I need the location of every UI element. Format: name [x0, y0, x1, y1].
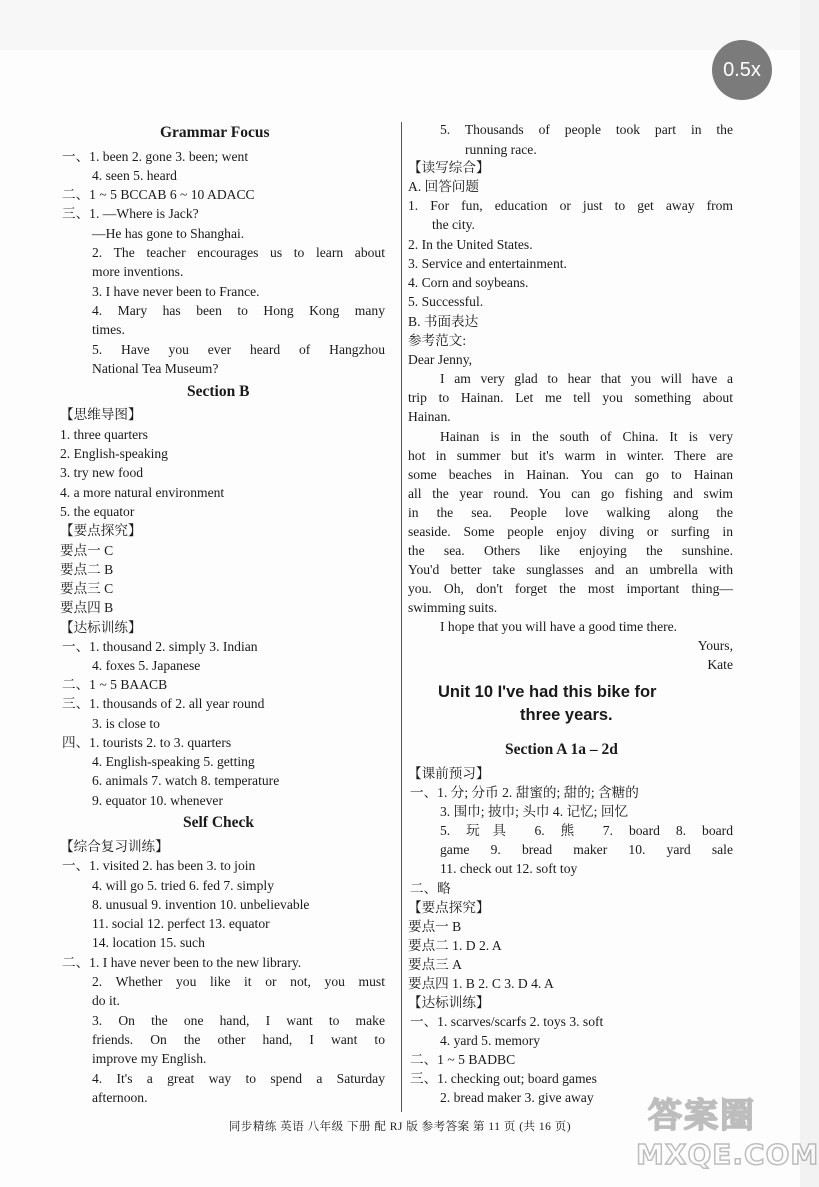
left-col-line-38: 一、1. visited 2. has been 3. to join	[62, 858, 256, 873]
left-col-line-41: 11. social 12. perfect 13. equator	[92, 916, 270, 931]
right-col-line-8: 3. Service and entertainment.	[408, 256, 567, 271]
left-col-line-44: 2. Whether you like it or not, you must	[92, 974, 385, 989]
left-col-line-19: 4. a more natural environment	[60, 485, 225, 500]
right-col-line-35: 3. 围巾; 披巾; 头巾 4. 记忆; 回忆	[440, 804, 629, 819]
left-col-line-35: 9. equator 10. whenever	[92, 793, 223, 808]
left-col-line-40: 8. unusual 9. invention 10. unbelievable	[92, 897, 310, 912]
right-col-line-21: in the sea. People love walking along the	[408, 505, 733, 520]
left-col-line-16: 1. three quarters	[60, 427, 148, 442]
left-col-line-10: 4. Mary has been to Hong Kong many	[92, 303, 385, 318]
left-col-line-30: 三、1. thousands of 2. all year round	[62, 696, 265, 711]
left-col-line-2: 一、1. been 2. gone 3. been; went	[62, 149, 249, 164]
left-col-line-17: 2. English-speaking	[60, 446, 168, 461]
right-col-line-32: Section A 1a – 2d	[505, 741, 618, 758]
right-col-line-7: 2. In the United States.	[408, 237, 533, 252]
left-col-line-29: 二、1 ~ 5 BAACB	[62, 677, 168, 692]
left-col-line-27: 一、1. thousand 2. simply 3. Indian	[62, 639, 258, 654]
right-col-line-18: hot in summer but it's warm in winter. There are	[408, 448, 733, 463]
left-col-line-8: more inventions.	[92, 264, 184, 279]
left-col-line-36: Self Check	[183, 814, 255, 831]
right-col-line-30: Unit 10 I've had this bike for	[438, 683, 657, 701]
left-col-line-20: 5. the equator	[60, 504, 135, 519]
right-col-line-41: 要点一 B	[408, 919, 462, 934]
right-col-line-44: 要点四 1. B 2. C 3. D 4. A	[408, 976, 554, 991]
left-col-line-45: do it.	[92, 993, 120, 1008]
right-col-line-12: 参考范文:	[408, 333, 467, 348]
right-col-line-17: Hainan is in the south of China. It is very	[440, 429, 733, 444]
right-col-line-43: 要点三 A	[408, 957, 462, 972]
left-col-line-9: 3. I have never been to France.	[92, 284, 260, 299]
left-col-line-25: 要点四 B	[60, 600, 114, 615]
left-col-line-49: 4. It's a great way to spend a Saturday	[92, 1071, 385, 1086]
left-col-line-14: Section B	[187, 383, 250, 400]
left-col-line-39: 4. will go 5. tried 6. fed 7. simply	[92, 878, 274, 893]
left-col-line-4: 二、1 ~ 5 BCCAB 6 ~ 10 ADACC	[62, 187, 255, 202]
right-col-line-27: I hope that you will have a good time there.	[440, 619, 678, 634]
watermark-logo	[636, 1086, 819, 1176]
left-col-line-11: times.	[92, 322, 125, 337]
right-col-line-14: I am very glad to hear that you will have a	[440, 371, 733, 386]
left-col-line-18: 3. try new food	[60, 465, 144, 480]
right-col-line-42: 要点二 1. D 2. A	[408, 938, 502, 953]
right-col-line-37: game 9. bread maker 10. yard sale	[440, 842, 733, 857]
right-col-line-4: A. 回答问题	[408, 179, 479, 194]
right-col-line-20: all the year round. You can go fishing and swim	[408, 486, 733, 501]
left-col-line-31: 3. is close to	[92, 716, 160, 731]
right-col-line-38: 11. check out 12. soft toy	[440, 861, 578, 876]
left-col-line-12: 5. Have you ever heard of Hangzhou	[92, 342, 385, 357]
right-col-line-33: 【课前预习】	[408, 766, 490, 781]
right-col-line-10: 5. Successful.	[408, 294, 484, 309]
right-col-line-36: 5. 玩具 6. 熊 7. board 8. board	[440, 823, 733, 838]
column-divider	[401, 122, 402, 1112]
viewer-top-bar	[0, 0, 800, 50]
right-col-line-22: seaside. Some people enjoy diving or surfing in	[408, 524, 733, 539]
right-col-line-9: 4. Corn and soybeans.	[408, 275, 529, 290]
right-col-line-11: B. 书面表达	[408, 314, 479, 329]
right-col-line-1: 5. Thousands of people took part in the	[440, 122, 733, 137]
watermark-text-cn: 答案圈	[648, 1096, 756, 1136]
right-col-line-47: 4. yard 5. memory	[440, 1033, 541, 1048]
left-col-line-7: 2. The teacher encourages us to learn about	[92, 245, 385, 260]
right-col-line-40: 【要点探究】	[408, 900, 490, 915]
left-col-line-42: 14. location 15. such	[92, 935, 205, 950]
left-col-line-23: 要点二 B	[60, 562, 114, 577]
left-col-line-1: Grammar Focus	[160, 124, 270, 141]
left-col-line-37: 【综合复习训练】	[60, 839, 169, 854]
right-col-line-13: Dear Jenny,	[408, 352, 473, 367]
right-col-line-31: three years.	[520, 706, 613, 724]
right-col-line-24: You'd better take sunglasses and an umbrella with	[408, 562, 733, 577]
page-footer: 同步精练 英语 八年级 下册 配 RJ 版 参考答案 第 11 页 (共 16 页)	[228, 1121, 572, 1133]
left-col-line-50: afternoon.	[92, 1090, 148, 1105]
left-col-line-6: —He has gone to Shanghai.	[92, 226, 245, 241]
left-col-line-15: 【思维导图】	[60, 407, 142, 422]
right-col-line-16: Hainan.	[408, 409, 451, 424]
zoom-level-button[interactable]: 0.5x	[712, 40, 772, 100]
right-col-line-23: the sea. Others like enjoying the sunshine.	[408, 543, 733, 558]
right-col-line-6: the city.	[432, 217, 475, 232]
left-col-line-33: 4. English-speaking 5. getting	[92, 754, 255, 769]
left-col-line-48: improve my English.	[92, 1051, 207, 1066]
left-col-line-34: 6. animals 7. watch 8. temperature	[92, 773, 280, 788]
right-col-line-48: 二、1 ~ 5 BADBC	[410, 1052, 516, 1067]
left-col-line-32: 四、1. tourists 2. to 3. quarters	[62, 735, 232, 750]
right-col-line-34: 一、1. 分; 分币 2. 甜蜜的; 甜的; 含糖的	[410, 785, 639, 800]
watermark-text-url: MXQE.COM	[636, 1138, 819, 1171]
right-col-line-19: some beaches in Hainan. You can go to Hainan	[408, 467, 733, 482]
left-col-line-46: 3. On the one hand, I want to make	[92, 1013, 385, 1028]
right-col-line-3: 【读写综合】	[408, 160, 490, 175]
left-col-line-21: 【要点探究】	[60, 523, 142, 538]
left-col-line-5: 三、1. —Where is Jack?	[62, 206, 199, 221]
left-col-line-26: 【达标训练】	[60, 620, 142, 635]
right-col-line-25: you. Oh, don't forget the most important thing—	[408, 581, 733, 596]
right-col-line-46: 一、1. scarves/scarfs 2. toys 3. soft	[410, 1014, 604, 1029]
left-col-line-43: 二、1. I have never been to the new library.	[62, 955, 302, 970]
right-col-line-2: running race.	[465, 142, 537, 157]
left-col-line-24: 要点三 C	[60, 581, 114, 596]
left-col-line-3: 4. seen 5. heard	[92, 168, 177, 183]
right-col-line-39: 二、略	[410, 881, 451, 896]
right-col-line-5: 1. For fun, education or just to get away from	[408, 198, 733, 213]
left-col-line-47: friends. On the other hand, I want to	[92, 1032, 385, 1047]
right-col-line-45: 【达标训练】	[408, 995, 490, 1010]
right-col-line-50: 2. bread maker 3. give away	[440, 1090, 594, 1105]
left-col-line-22: 要点一 C	[60, 543, 114, 558]
right-col-line-15: trip to Hainan. Let me tell you something about	[408, 390, 733, 405]
left-col-line-13: National Tea Museum?	[92, 361, 219, 376]
right-col-line-29: Kate	[707, 657, 733, 672]
left-col-line-28: 4. foxes 5. Japanese	[92, 658, 201, 673]
right-col-line-26: swimming suits.	[408, 600, 498, 615]
right-col-line-28: Yours,	[697, 638, 733, 653]
right-col-line-49: 三、1. checking out; board games	[410, 1071, 597, 1086]
